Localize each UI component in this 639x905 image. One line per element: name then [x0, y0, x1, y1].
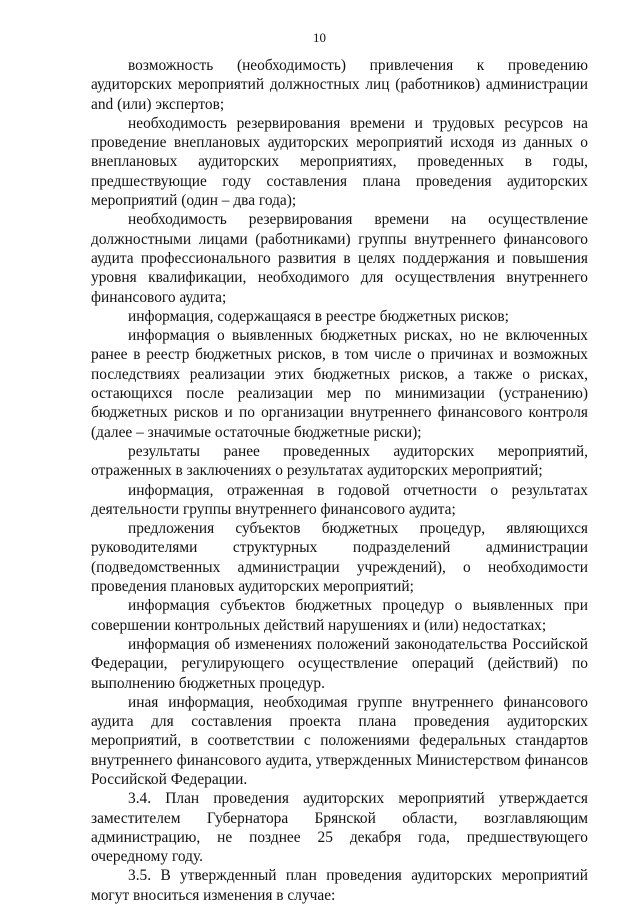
paragraph-2: необходимость резервирования времени и трудовых ресурсов на проведение внеплановых аудиторских мероприятий исходя из данных о внеплановых аудиторских мероприятиях, проведенных в годы, предшествующие году составления плана проведения аудиторских мероприятий (один – два года); [91, 114, 588, 210]
paragraph-4: информация, содержащаяся в реестре бюджетных рисков; [128, 307, 509, 325]
paragraph-7: информация, отраженная в годовой отчетности о результатах деятельности группы внутреннего финансового аудита; [91, 481, 588, 518]
paragraph-13: 3.5. В утвержденный план проведения аудиторских мероприятий могут вноситься изменения в случае: [91, 867, 588, 904]
paragraph-1: возможность (необходимость) привлечения к проведению аудиторских мероприятий должностных лиц (работников) администрации and (или) экспертов; [91, 57, 588, 113]
paragraph-6: результаты ранее проведенных аудиторских мероприятий, отраженных в заключениях о результатах аудиторских мероприятий; [91, 442, 588, 480]
paragraph-9: информация субъектов бюджетных процедур о выявленных при совершении контрольных действий нарушениях и (или) недостатках; [91, 597, 588, 634]
paragraph-3: необходимость резервирования времени на осуществление должностными лицами (работниками) группы внутреннего финансового аудита профессионального развития в целях поддержания и повышения уровня квалификации, необходимого для осуществления внутреннего финансового аудита; [91, 211, 588, 306]
document-body [91, 56, 588, 905]
page-number: 10 [313, 30, 326, 45]
paragraph-12: 3.4. План проведения аудиторских мероприятий утверждается заместителем Губернатора Брянской области, возглавляющим администрацию, не позднее 25 декабря года, предшествующего очередному году. [91, 790, 588, 866]
paragraph-5: информация о выявленных бюджетных рисках, но не включенных ранее в реестр бюджетных рисков, в том числе о причинах и возможных последствиях реализации этих бюджетных рисков, а также о рисках, остающихся после реализации мер по минимизации (устранению) бюджетных рисков и по организации внутреннего финансового контроля (далее – значимые остаточные бюджетные риски); [91, 327, 588, 441]
paragraph-8: предложения субъектов бюджетных процедур, являющихся руководителями структурных подразделений администрации (подведомственных администрации учреждений), о необходимости проведения плановых аудиторских мероприятий; [91, 520, 588, 596]
paragraph-10: информация об изменениях положений законодательства Российской Федерации, регулирующего осуществление операций (действий) по выполнению бюджетных процедур. [91, 635, 588, 692]
paragraph-11: иная информация, необходимая группе внутреннего финансового аудита для составления проекта плана проведения аудиторских мероприятий, в соответствии с положениями федеральных стандартов внутреннего финансового аудита, утвержденных Министерством финансов Российской Федерации. [91, 693, 588, 788]
